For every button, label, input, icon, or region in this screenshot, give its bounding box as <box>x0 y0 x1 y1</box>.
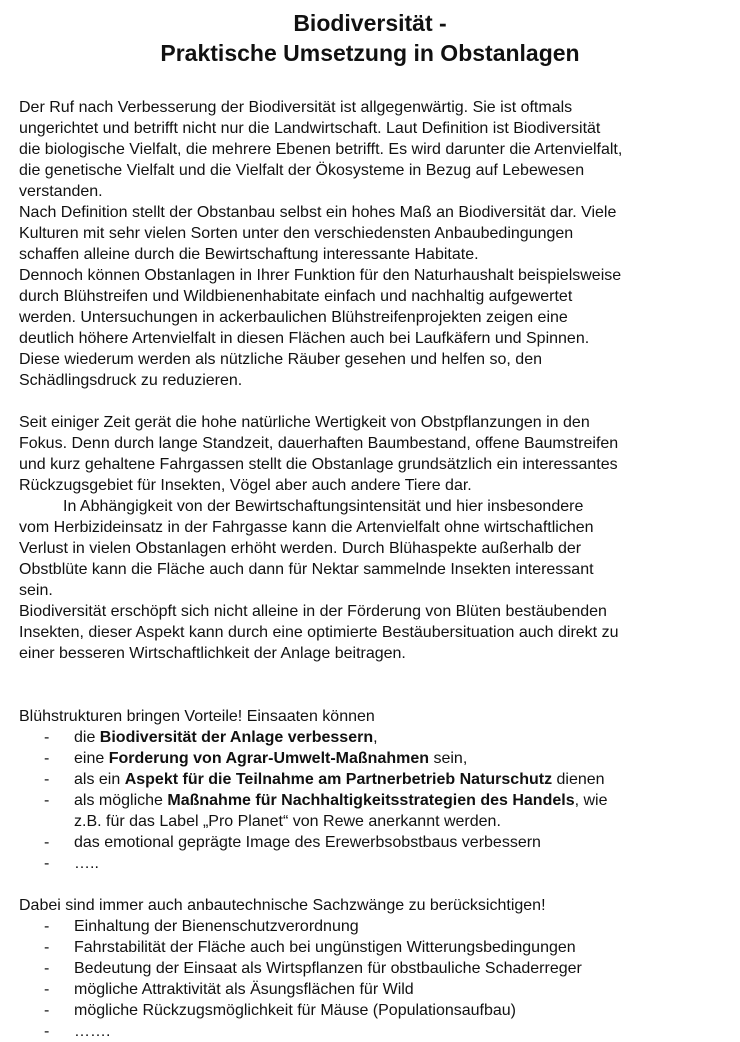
text-line: In Abhängigkeit von der Bewirtschaftungsintensität und hier insbesondere <box>63 498 584 515</box>
dash-bullet: - <box>44 918 50 935</box>
paragraph-1 <box>19 97 734 391</box>
dash-bullet: - <box>44 1023 50 1040</box>
document-body <box>19 97 734 1042</box>
title-line-2: Praktische Umsetzung in Obstanlagen <box>160 40 580 66</box>
list-item: - mögliche Attraktivität als Äsungsflächen für Wild <box>44 981 414 998</box>
constraints-intro: Dabei sind immer auch anbautechnische Sachzwänge zu berücksichtigen! <box>19 897 546 914</box>
text-line: deutlich höhere Artenvielfalt in diesen Flächen auch bei Laufkäfern und Spinnen. <box>19 330 590 347</box>
text-line: ungerichtet und betrifft nicht nur die Landwirtschaft. Laut Definition ist Biodiversität <box>19 120 601 137</box>
list-item: - als mögliche Maßnahme für Nachhaltigkeitsstrategien des Handels, wie <box>44 792 608 809</box>
text-line: Dennoch können Obstanlagen in Ihrer Funktion für den Naturhaushalt beispielsweise <box>19 267 622 284</box>
dash-bullet: - <box>44 855 50 872</box>
text-line: Insekten, dieser Aspekt kann durch eine optimierte Bestäubersituation auch direkt zu <box>19 624 619 641</box>
paragraph-3 <box>19 496 734 664</box>
text-line: Biodiversität erschöpft sich nicht alleine in der Förderung von Blüten bestäubenden <box>19 603 607 620</box>
list-item: - Einhaltung der Bienenschutzverordnung <box>44 918 359 935</box>
text-line: Schädlingsdruck zu reduzieren. <box>19 372 243 389</box>
text-line: verstanden. <box>19 183 103 200</box>
text-line: die biologische Vielfalt, die mehrere Ebenen betrifft. Es wird darunter die Artenvielfalt, <box>19 141 623 158</box>
benefits-intro: Blühstrukturen bringen Vorteile! Einsaaten können <box>19 708 375 725</box>
list-item-continuation: z.B. für das Label „Pro Planet“ von Rewe anerkannt werden. <box>74 813 501 830</box>
constraints-section <box>19 895 734 1042</box>
constraints-list <box>19 916 734 1042</box>
list-item: - die Biodiversität der Anlage verbessern, <box>44 729 378 746</box>
list-item: - ……. <box>44 1023 111 1040</box>
document-title <box>0 8 740 68</box>
text-line: Rückzugsgebiet für Insekten, Vögel aber auch andere Tiere dar. <box>19 477 472 494</box>
text-line: und kurz gehaltene Fahrgassen stellt die Obstanlage grundsätzlich ein interessantes <box>19 456 618 473</box>
benefits-list <box>19 727 734 874</box>
list-item: - Fahrstabilität der Fläche auch bei ungünstigen Witterungsbedingungen <box>44 939 576 956</box>
dash-bullet: - <box>44 1002 50 1019</box>
text-line: durch Blühstreifen und Wildbienenhabitate einfach und nachhaltig aufgewertet <box>19 288 573 305</box>
text-line: einer besseren Wirtschaftlichkeit der Anlage beitragen. <box>19 645 406 662</box>
text-line: die genetische Vielfalt und die Vielfalt der Ökosysteme in Bezug auf Lebewesen <box>19 162 585 179</box>
list-item: - mögliche Rückzugsmöglichkeit für Mäuse (Populationsaufbau) <box>44 1002 516 1019</box>
text-line: Nach Definition stellt der Obstanbau selbst ein hohes Maß an Biodiversität dar. Viele <box>19 204 617 221</box>
list-item: - eine Forderung von Agrar-Umwelt-Maßnahmen sein, <box>44 750 468 767</box>
text-line: Obstblüte kann die Fläche auch dann für Nektar sammelnde Insekten interessant <box>19 561 594 578</box>
list-item: - ….. <box>44 855 99 872</box>
benefits-section <box>19 706 734 874</box>
text-line: Fokus. Denn durch lange Standzeit, dauerhaften Baumbestand, offene Baumstreifen <box>19 435 619 452</box>
text-line: Kulturen mit sehr vielen Sorten unter den verschiedensten Anbaubedingungen <box>19 225 574 242</box>
text-line: Seit einiger Zeit gerät die hohe natürliche Wertigkeit von Obstpflanzungen in den <box>19 414 590 431</box>
text-line: sein. <box>19 582 53 599</box>
dash-bullet: - <box>44 729 50 746</box>
dash-bullet: - <box>44 771 50 788</box>
text-line: schaffen alleine durch die Bewirtschaftung interessante Habitate. <box>19 246 479 263</box>
text-line: werden. Untersuchungen in ackerbaulichen Blühstreifenprojekten zeigen eine <box>19 309 568 326</box>
list-item: - Bedeutung der Einsaat als Wirtspflanzen für obstbauliche Schaderreger <box>44 960 582 977</box>
title-line-1: Biodiversität - <box>293 10 447 36</box>
dash-bullet: - <box>44 939 50 956</box>
dash-bullet: - <box>44 960 50 977</box>
dash-bullet: - <box>44 981 50 998</box>
dash-bullet: - <box>44 750 50 767</box>
dash-bullet: - <box>44 792 50 809</box>
text-line: vom Herbizideinsatz in der Fahrgasse kann die Artenvielfalt ohne wirtschaftlichen <box>19 519 594 536</box>
text-line: Der Ruf nach Verbesserung der Biodiversität ist allgegenwärtig. Sie ist oftmals <box>19 99 573 116</box>
text-line: Verlust in vielen Obstanlagen erhöht werden. Durch Blühaspekte außerhalb der <box>19 540 582 557</box>
paragraph-2 <box>19 412 734 496</box>
list-item: - das emotional geprägte Image des Erewerbsobstbaus verbessern <box>44 834 541 851</box>
list-item: - als ein Aspekt für die Teilnahme am Partnerbetrieb Naturschutz dienen <box>44 771 605 788</box>
dash-bullet: - <box>44 834 50 851</box>
text-line: Diese wiederum werden als nützliche Räuber gesehen und helfen so, den <box>19 351 542 368</box>
